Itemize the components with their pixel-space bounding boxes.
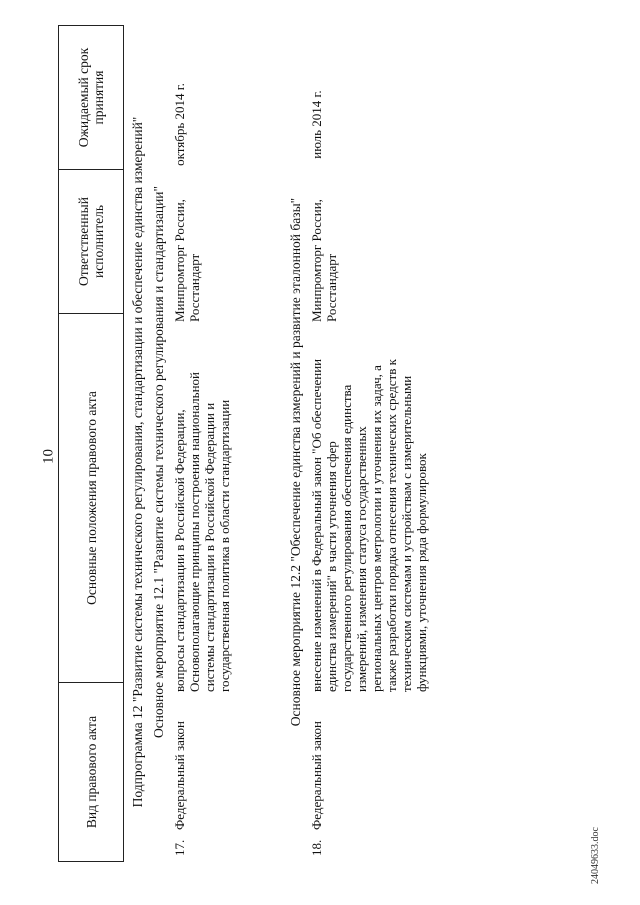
act-type: Федеральный закон: [172, 721, 187, 830]
page-number: 10: [40, 449, 57, 464]
act-content: вопросы стандартизации в Российской Федерации, Основополагающие принципы построения национальной системы стандартизации в Российской Федерации и государственная политика в области стандартизации: [172, 371, 232, 692]
measure-12-1-title: Основное мероприятие 12.1 "Развитие системы технического регулирования и стандартизации": [151, 185, 166, 739]
header-act-content: Основные положения правового акта: [59, 314, 124, 683]
row-number: 18.: [309, 839, 324, 856]
act-type: Федеральный закон: [309, 721, 324, 830]
executor: Минпромторг России, Росстандарт: [309, 199, 339, 322]
table-header: [58, 25, 124, 862]
header-executor: Ответственный исполнитель: [59, 170, 124, 314]
row-number: 17.: [172, 839, 187, 856]
act-content: внесение изменений в Федеральный закон "Об обеспечении единства измерений" в части уточнения сфер государственного регулирования обеспечения единства измерений, изменения статуса государственных региональных центров метрологии и уточнения их задач, а также разработки порядка отнесения технических средств к техническим системам и устройствам с измерительными функциями, уточнения ряда формулировок: [309, 358, 429, 692]
executor: Минпромторг России, Росстандарт: [172, 199, 202, 322]
rotated-page-content: [58, 47, 608, 862]
deadline: октябрь 2014 г.: [172, 83, 187, 166]
header-act-type: Вид правового акта: [59, 683, 124, 862]
table-row: [303, 62, 429, 862]
subprogram-title: Подпрограмма 12 "Развитие системы технического регулирования, стандартизации и обеспечение единства измерений": [130, 116, 145, 808]
table-row: [166, 62, 282, 862]
measure-12-2-title: Основное мероприятие 12.2 "Обеспечение единства измерений и развитие эталонной базы": [288, 197, 303, 727]
deadline: июль 2014 г.: [309, 90, 324, 159]
file-name: 24049633.doc: [590, 827, 601, 884]
header-deadline: Ожидаемый срок принятия: [59, 26, 124, 170]
